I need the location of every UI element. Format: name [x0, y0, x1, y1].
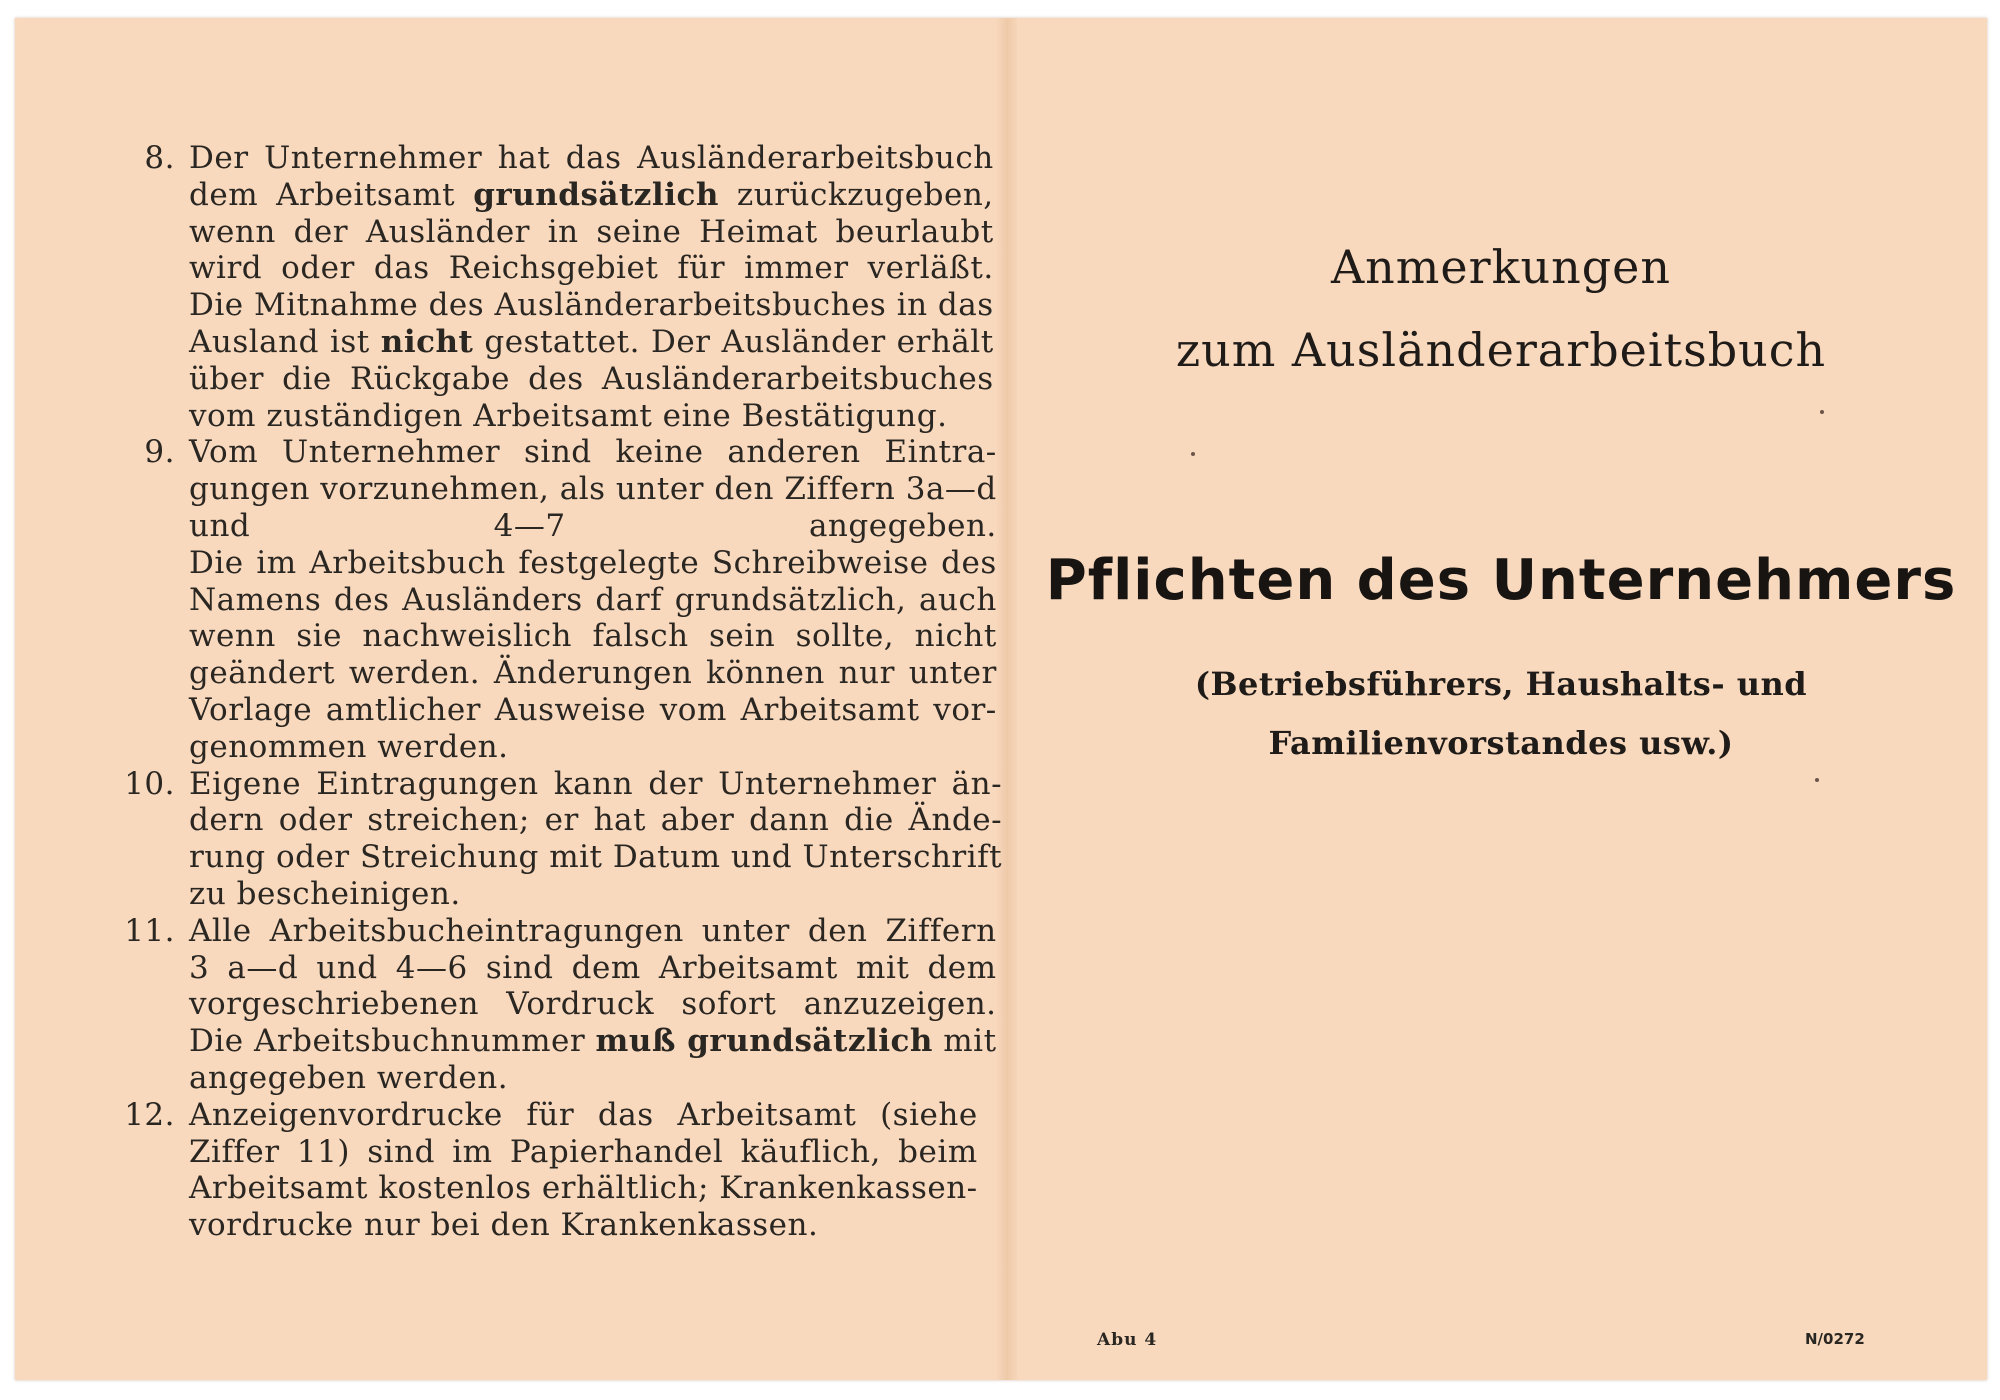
text-segment: Anzeigenvordrucke für das Arbeitsamt (siehe [189, 1096, 978, 1133]
text-line [189, 986, 997, 1023]
item-text [189, 434, 997, 765]
text-segment: gungen vorzunehmen, als unter den Ziffern 3a—d [189, 471, 997, 508]
text-segment: Alle Arbeitsbucheintragungen unter den Ziffern [189, 912, 997, 949]
item-text [189, 1097, 978, 1244]
text-line [189, 361, 994, 398]
title-line-2: zum Ausländerarbeitsbuch [1175, 323, 1827, 377]
text-segment: vorgeschriebenen Vordruck sofort anzuzeigen. [189, 986, 997, 1023]
text-segment: angegeben werden. [189, 1059, 509, 1096]
text-segment: Arbeitsamt kostenlos erhältlich; Krankenkassen- [189, 1170, 978, 1207]
item-number: 10. [124, 765, 175, 802]
item-text [189, 913, 997, 1097]
text-line [189, 876, 1002, 913]
text-segment: über die Rückgabe des Ausländerarbeitsbuches [189, 360, 994, 397]
text-segment: Vorlage amtlicher Ausweise vom Arbeitsamt vor- [189, 691, 997, 728]
paper-speck [1820, 410, 1824, 414]
text-line [189, 729, 997, 766]
text-line [189, 434, 997, 471]
paper-speck [1191, 452, 1195, 456]
text-segment: dern oder streichen; er hat aber dann die Ände- [189, 802, 1003, 839]
list-item [115, 1096, 978, 1244]
list-item [115, 765, 1003, 913]
text-segment: vordrucke nur bei den Krankenkassen. [189, 1207, 819, 1244]
text-segment: gestattet. Der Ausländer erhält [473, 323, 994, 360]
text-line [189, 1023, 997, 1060]
text-line [189, 1207, 978, 1244]
text-line [189, 287, 994, 324]
text-segment: Die Arbeitsbuchnummer [189, 1023, 596, 1060]
text-line [189, 1060, 997, 1097]
text-line [189, 471, 997, 508]
text-line [189, 766, 1002, 803]
text-segment: vom zuständigen Arbeitsamt eine Bestätigung. [189, 397, 948, 434]
item-text [189, 766, 1002, 913]
text-segment: dem Arbeitsamt [189, 176, 474, 213]
emphasized-text: grundsätzlich [473, 176, 719, 213]
emphasized-text: nicht [380, 323, 474, 360]
item-number: 9. [144, 434, 175, 471]
right-page [1015, 18, 1987, 1380]
text-line [189, 950, 997, 987]
emphasized-text: muß grundsätzlich [595, 1023, 933, 1060]
text-segment: rung oder Streichung mit Datum und Unterschrift [189, 839, 1003, 876]
left-page-text [115, 140, 1003, 1244]
text-line [189, 177, 994, 214]
text-segment: und 4—7 angegeben. [189, 507, 997, 544]
text-line [189, 1134, 978, 1171]
paper-speck [1815, 778, 1819, 782]
text-segment: zu bescheinigen. [189, 875, 461, 912]
text-line [189, 913, 997, 950]
main-title: Pflichten des Unternehmers [1045, 548, 1957, 613]
text-segment: Vom Unternehmer sind keine anderen Eintra- [189, 434, 997, 471]
text-line [189, 839, 1002, 876]
text-line [189, 324, 994, 361]
list-item [115, 140, 994, 434]
text-segment: 3 a—d und 4—6 sind dem Arbeitsamt mit dem [189, 949, 997, 986]
text-line [189, 1097, 978, 1134]
text-line [189, 250, 994, 287]
text-line [189, 214, 994, 251]
text-segment: Die Mitnahme des Ausländerarbeitsbuches in das [189, 287, 994, 324]
item-text [189, 140, 994, 434]
text-segment: Ziffer 11) sind im Papierhandel käuflich, beim [189, 1133, 978, 1170]
text-segment: mit [932, 1023, 997, 1060]
print-code: N/0272 [1805, 1330, 1865, 1348]
title-line-1: Anmerkungen [1330, 240, 1672, 294]
text-line [189, 545, 997, 582]
document-sheet [15, 18, 1987, 1380]
page-fold [995, 18, 1017, 1380]
text-segment: geändert werden. Änderungen können nur unter [189, 655, 997, 692]
text-line [189, 582, 997, 619]
text-segment: Eigene Eintragungen kann der Unternehmer än- [189, 765, 1003, 802]
text-segment: wird oder das Reichsgebiet für immer verläßt. [189, 250, 994, 287]
form-code: Abu 4 [1097, 1330, 1158, 1350]
text-line [189, 140, 994, 177]
text-segment: Die im Arbeitsbuch festgelegte Schreibweise des [189, 544, 997, 581]
text-line [189, 802, 1002, 839]
text-line [189, 692, 997, 729]
item-number: 8. [144, 140, 175, 176]
text-segment: Namens des Ausländers darf grundsätzlich, auch [189, 581, 997, 618]
text-segment: wenn der Ausländer in seine Heimat beurlaubt [189, 213, 994, 250]
text-segment: genommen werden. [189, 728, 509, 765]
item-number: 12. [124, 1096, 175, 1133]
text-line [189, 398, 994, 435]
text-segment: Der Unternehmer hat das Ausländerarbeitsbuch [189, 140, 994, 176]
text-line [189, 655, 997, 692]
list-item [115, 434, 997, 765]
list-item [115, 912, 997, 1097]
text-segment: zurückzugeben, [718, 176, 994, 213]
text-line [189, 1170, 978, 1207]
text-line [189, 618, 997, 655]
text-segment: Ausland ist [189, 323, 381, 360]
text-line [189, 508, 997, 545]
item-number: 11. [124, 912, 175, 949]
text-segment: wenn sie nachweislich falsch sein sollte, nicht [189, 618, 997, 655]
subtitle-line-2: Familienvorstandes usw.) [1268, 724, 1734, 762]
subtitle-line-1: (Betriebsführers, Haushalts- und [1194, 665, 1808, 703]
